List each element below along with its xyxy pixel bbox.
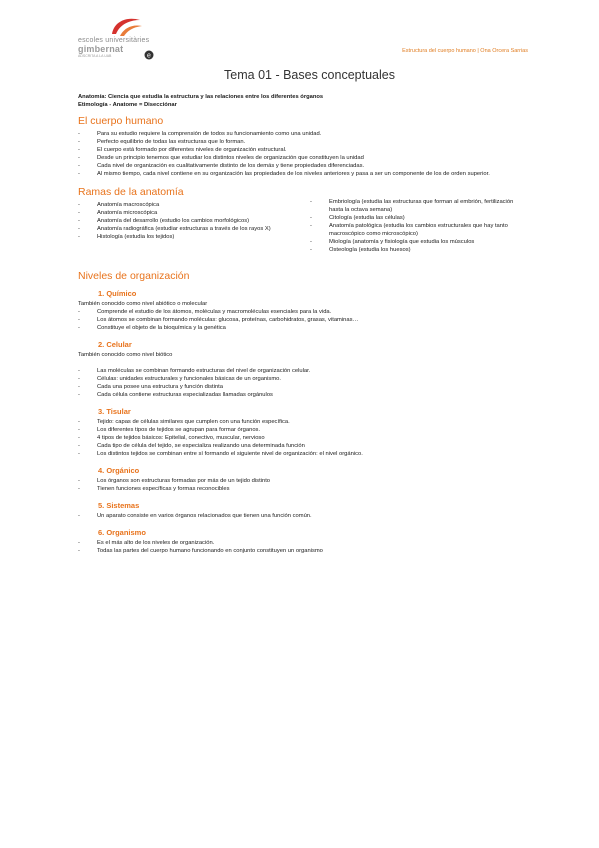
logo-line1: escoles universitàries	[78, 37, 150, 44]
list-item: - Desde un principio tenemos que estudiar los distintos niveles de organización que constituyen la unidad	[78, 154, 523, 162]
intro-etymology: Etimología - Anatome = Disecciónar	[78, 102, 177, 108]
list-item: - Anatomía patológica (estudia los cambios estructurales que hay tanto macroscópico como microscópico)	[310, 222, 523, 238]
quimico-desc: También conocido como nivel abiótico o molecular	[78, 301, 208, 307]
list-item: - Perfecto equilibrio de todas las estructuras que lo forman.	[78, 138, 523, 146]
subheading-sistemas: 5. Sistemas	[98, 501, 140, 510]
ramas-list-right	[310, 198, 523, 254]
list-item: - Cada célula contiene estructuras especializadas llamadas orgánulos	[78, 391, 523, 399]
subheading-celular: 2. Celular	[98, 340, 132, 349]
page-header	[78, 14, 528, 66]
list-item: - Anatomía macroscópica	[78, 201, 310, 209]
list-item: - El cuerpo está formado por diferentes niveles de organización estructural.	[78, 146, 523, 154]
cuerpo-list	[78, 130, 523, 178]
list-item: - Los distintos tejidos se combinan entre sí formando el siguiente nivel de organización: el nivel orgánico.	[78, 450, 523, 458]
list-item: - Miología (anatomía y fisiología que estudia los músculos	[310, 238, 523, 246]
logo-text	[78, 37, 149, 53]
list-item: - Es el más alto de los niveles de organización.	[78, 539, 523, 547]
ramas-list-left	[78, 201, 310, 254]
list-item: - Células: unidades estructurales y funcionales básicas de un organismo.	[78, 375, 523, 383]
uab-e-icon	[144, 50, 154, 60]
list-item: - Cada una posee una estructura y función distinta	[78, 383, 523, 391]
list-item: - 4 tipos de tejidos básicos: Epitelial, conectivo, muscular, nervioso	[78, 434, 523, 442]
list-item: - Para su estudio requiere la comprensión de todos su funcionamiento como una unidad.	[78, 130, 523, 138]
header-course-author: Estructura del cuerpo humano | Ona Orcera Sarrias	[402, 48, 528, 54]
list-item: - Constituye el objeto de la bioquímica y la genética	[78, 324, 523, 332]
list-item: - Histología (estudia los tejidos)	[78, 233, 310, 241]
list-item: - Cada tipo de célula del tejido, se especializa realizando una determinada función	[78, 442, 523, 450]
list-item: - Osteología (estudia los huesos)	[310, 246, 523, 254]
subheading-tisular: 3. Tisular	[98, 407, 131, 416]
list-item: - Anatomía del desarrollo (estudio los cambios morfológicos)	[78, 217, 278, 225]
list-item: - Los átomos se combinan formando moléculas: glucosa, proteínas, carbohidratos, grasas, vitaminas…	[78, 316, 523, 324]
list-item: - Al mismo tiempo, cada nivel contiene en su organización las propiedades de los niveles anteriores y pasa a ser un componente de los de orden superior.	[78, 170, 523, 178]
subheading-organismo: 6. Organismo	[98, 528, 146, 537]
subheading-quimico: 1. Químico	[98, 289, 137, 298]
document-body	[78, 93, 523, 555]
spacer	[78, 359, 523, 367]
section-heading-niveles: Niveles de organización	[78, 270, 190, 282]
section-heading-cuerpo: El cuerpo humano	[78, 115, 164, 127]
list-item: - Anatomía microscópica	[78, 209, 310, 217]
ramas-columns	[78, 201, 523, 254]
tisular-list	[78, 418, 523, 458]
logo-line2: gimbernat	[78, 44, 124, 54]
quimico-list	[78, 308, 523, 332]
page-title: Tema 01 - Bases conceptuales	[224, 68, 395, 82]
list-item: - Los diferentes tipos de tejidos se agrupan para formar órganos.	[78, 426, 523, 434]
list-item: - Las moléculas se combinan formando estructuras del nivel de organización celular.	[78, 367, 523, 375]
list-item: - Embriología (estudia las estructuras que forman al embrión, fertilización hasta la octava semana)	[310, 198, 523, 214]
list-item: - Tejido: capas de células similares que cumplen con una función específica.	[78, 418, 523, 426]
sistemas-list	[78, 512, 523, 520]
list-item: - Citología (estudia las células)	[310, 214, 523, 222]
intro-definition: Anatomía: Ciencia que estudia la estructura y las relaciones entre los diferentes órganos	[78, 94, 324, 100]
logo	[78, 14, 168, 64]
logo-sub: ADSCRITA A LA UAB	[78, 54, 112, 58]
celular-list	[78, 367, 523, 399]
section-heading-ramas: Ramas de la anatomía	[78, 186, 184, 198]
list-item: - Los órganos son estructuras formadas por más de un tejido distinto	[78, 477, 523, 485]
list-item: - Tienen funciones específicas y formas reconocibles	[78, 485, 523, 493]
list-item: - Comprende el estudio de los átomos, moléculas y macromoléculas esenciales para la vida.	[78, 308, 523, 316]
organico-list	[78, 477, 523, 493]
subheading-organico: 4. Orgánico	[98, 466, 140, 475]
svg-text:e: e	[147, 52, 151, 60]
organismo-list	[78, 539, 523, 555]
list-item: - Anatomía radiográfica (estudiar estructuras a través de los rayos X)	[78, 225, 278, 233]
list-item: - Un aparato consiste en varios órganos relacionados que tienen una función común.	[78, 512, 523, 520]
list-item: - Todas las partes del cuerpo humano funcionando en conjunto constituyen un organismo	[78, 547, 523, 555]
list-item: - Cada nivel de organización es cualitativamente distinto de los demás y tiene propiedades diferenciadas.	[78, 162, 523, 170]
logo-swirl-icon	[106, 14, 146, 38]
celular-desc: También conocido como nivel biótico	[78, 352, 173, 358]
